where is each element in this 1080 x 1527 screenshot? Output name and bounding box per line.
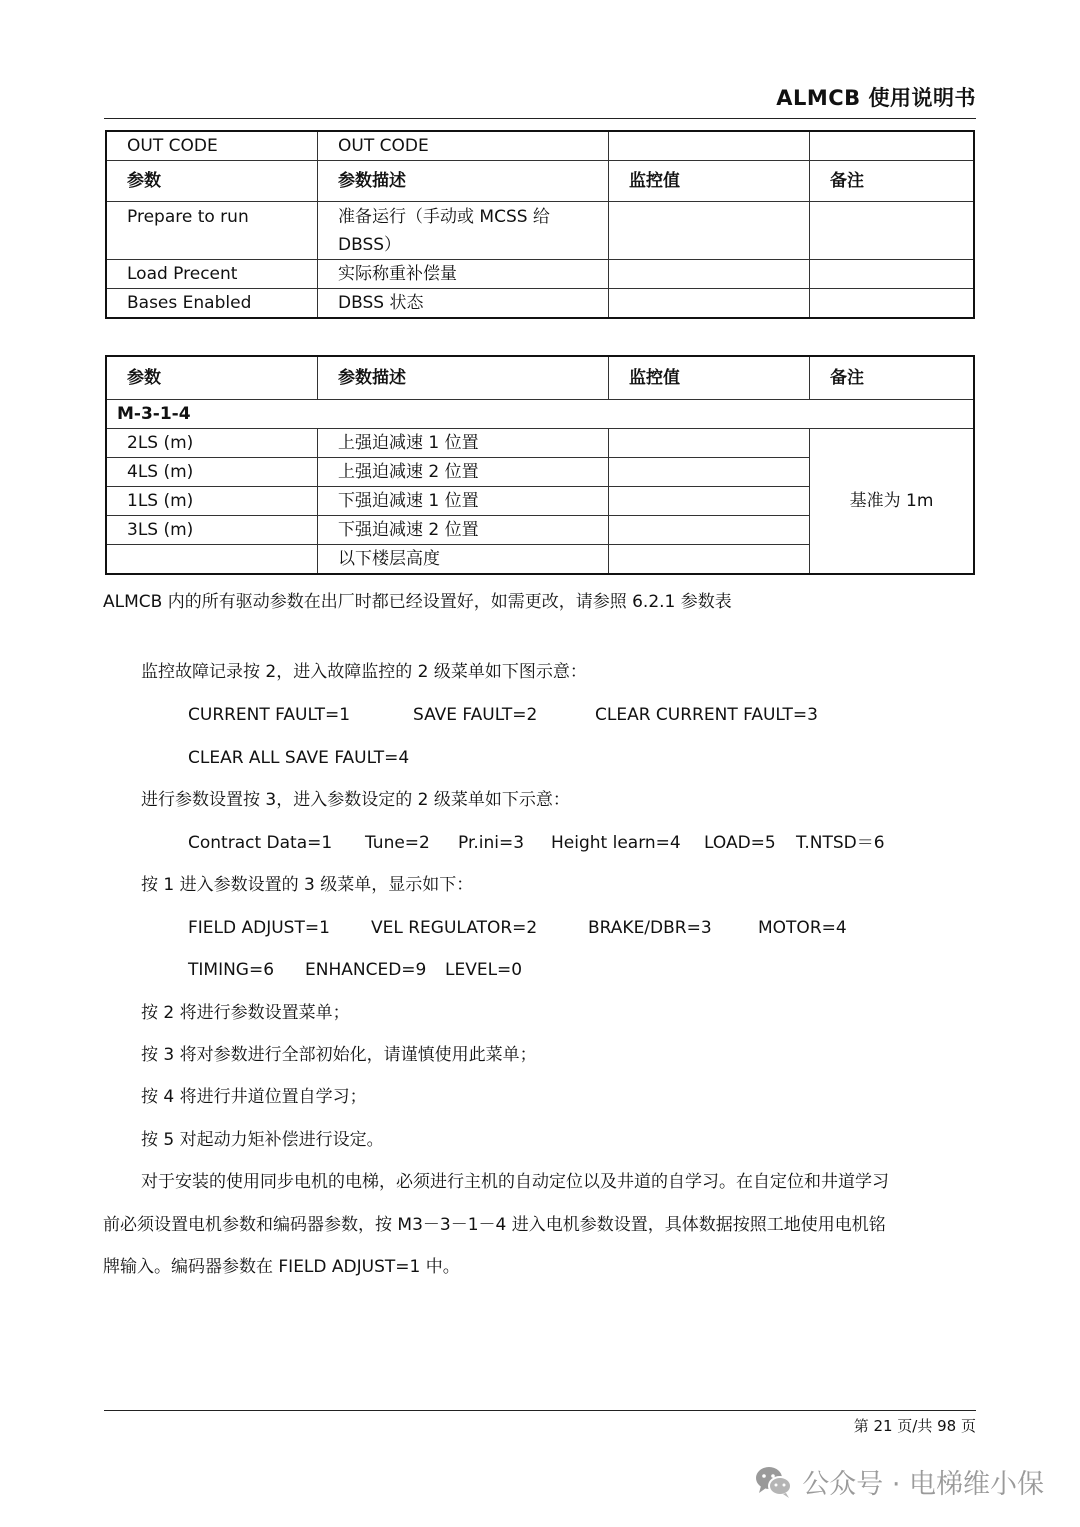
table-cell: [609, 428, 810, 457]
menu-option: Pr.ini=3: [458, 833, 525, 853]
table-cell: 3LS (m): [106, 515, 318, 544]
table-header-row: [106, 356, 974, 399]
column-header: 参数: [106, 161, 318, 202]
fault-menu-line-1: [188, 703, 818, 727]
table-cell: Load Precent: [106, 260, 318, 289]
menu-option: T.NTSD＝6: [796, 833, 885, 853]
level3-menu-line-2: [188, 958, 522, 982]
watermark-text: 公众号 · 电梯维小保: [802, 1469, 1044, 1500]
column-header: 参数描述: [318, 161, 609, 202]
table-row: [106, 289, 974, 319]
table-cell: 2LS (m): [106, 428, 318, 457]
table-cell: OUT CODE: [318, 131, 609, 161]
level3-menu-intro: 按 1 进入参数设置的 3 级菜单，显示如下：: [141, 875, 474, 895]
page-number: 第 21 页/共 98 页: [853, 1417, 976, 1435]
table-cell: Prepare to run: [106, 202, 318, 260]
column-header: 参数描述: [318, 356, 609, 399]
remark-cell: 基准为 1m: [810, 428, 975, 574]
table-cell: [810, 131, 975, 161]
table-cell: 上强迫减速 2 位置: [318, 457, 609, 486]
table-cell: [810, 289, 975, 319]
table-cell: [810, 202, 975, 260]
menu-option: FIELD ADJUST=1: [188, 918, 330, 938]
table-cell: 1LS (m): [106, 486, 318, 515]
m-3-1-4-table: [105, 355, 975, 575]
table-cell: 下强迫减速 1 位置: [318, 486, 609, 515]
table-row: [106, 260, 974, 289]
menu-option: BRAKE/DBR=3: [588, 918, 712, 938]
header-divider: [104, 118, 976, 119]
table-cell: 上强迫减速 1 位置: [318, 428, 609, 457]
table-row: [106, 131, 974, 161]
column-header: 备注: [810, 161, 975, 202]
param-menu-intro: 进行参数设置按 3，进入参数设定的 2 级菜单如下示意：: [141, 790, 570, 810]
press-2-text: 按 2 将进行参数设置菜单；: [141, 1003, 350, 1023]
menu-option: CLEAR CURRENT FAULT=3: [595, 705, 818, 725]
level3-menu-line-1: [188, 916, 847, 940]
menu-option: LOAD=5: [704, 833, 776, 853]
table-group-row: [106, 399, 974, 428]
menu-option: LEVEL=0: [445, 960, 523, 980]
table-cell: 以下楼层高度: [318, 544, 609, 574]
watermark: [754, 1462, 1044, 1501]
table-cell: [609, 202, 810, 260]
menu-option: Height learn=4: [551, 833, 681, 853]
column-header: 参数: [106, 356, 318, 399]
fault-menu-intro: 监控故障记录按 2，进入故障监控的 2 级菜单如下图示意：: [141, 662, 587, 682]
table-cell: 4LS (m): [106, 457, 318, 486]
paragraph-line-1: 对于安装的使用同步电机的电梯，必须进行主机的自动定位以及井道的自学习。在自定位和井道学习: [141, 1172, 889, 1192]
press-5-text: 按 5 对起动力矩补偿进行设定。: [141, 1130, 384, 1150]
table-cell: 准备运行（手动或 MCSS 给 DBSS）: [318, 202, 609, 260]
footer-divider: [104, 1410, 976, 1411]
menu-option: SAVE FAULT=2: [413, 705, 538, 725]
table-cell: [609, 544, 810, 574]
column-header: 监控值: [609, 356, 810, 399]
table-cell: [609, 486, 810, 515]
menu-option: VEL REGULATOR=2: [371, 918, 538, 938]
table-row: [106, 428, 974, 457]
table-cell: DBSS 状态: [318, 289, 609, 319]
table-cell: OUT CODE: [106, 131, 318, 161]
menu-option: Contract Data=1: [188, 833, 333, 853]
menu-option: Tune=2: [365, 833, 430, 853]
table-cell: [609, 457, 810, 486]
table-cell: [609, 515, 810, 544]
column-header: 监控值: [609, 161, 810, 202]
document-title: ALMCB 使用说明书: [776, 86, 976, 110]
paragraph-line-3: 牌输入。编码器参数在 FIELD ADJUST=1 中。: [103, 1257, 460, 1277]
table-row: [106, 202, 974, 260]
wechat-icon: [754, 1465, 794, 1499]
table-cell: [609, 131, 810, 161]
out-code-table: [105, 130, 975, 319]
table-header-row: [106, 161, 974, 202]
column-header: 备注: [810, 356, 975, 399]
table-cell: [609, 260, 810, 289]
table-cell: [106, 544, 318, 574]
group-label: M-3-1-4: [106, 399, 974, 428]
press-4-text: 按 4 将进行井道位置自学习；: [141, 1087, 367, 1107]
menu-option: MOTOR=4: [758, 918, 847, 938]
paragraph-line-2: 前必须设置电机参数和编码器参数，按 M3－3－1－4 进入电机参数设置，具体数据按照工地使用电机铭: [103, 1215, 886, 1235]
table-cell: Bases Enabled: [106, 289, 318, 319]
param-menu-line: [188, 831, 885, 855]
menu-option: CURRENT FAULT=1: [188, 705, 351, 725]
table-cell: [609, 289, 810, 319]
press-3-text: 按 3 将对参数进行全部初始化，请谨慎使用此菜单；: [141, 1045, 537, 1065]
table-cell: 实际称重补偿量: [318, 260, 609, 289]
fault-menu-line-2: CLEAR ALL SAVE FAULT=4: [188, 748, 410, 768]
table-cell: 下强迫减速 2 位置: [318, 515, 609, 544]
table-cell: [810, 260, 975, 289]
parameter-note: ALMCB 内的所有驱动参数在出厂时都已经设置好，如需更改，请参照 6.2.1 参数表: [103, 592, 732, 612]
menu-option: TIMING=6: [188, 960, 275, 980]
menu-option: ENHANCED=9: [305, 960, 427, 980]
